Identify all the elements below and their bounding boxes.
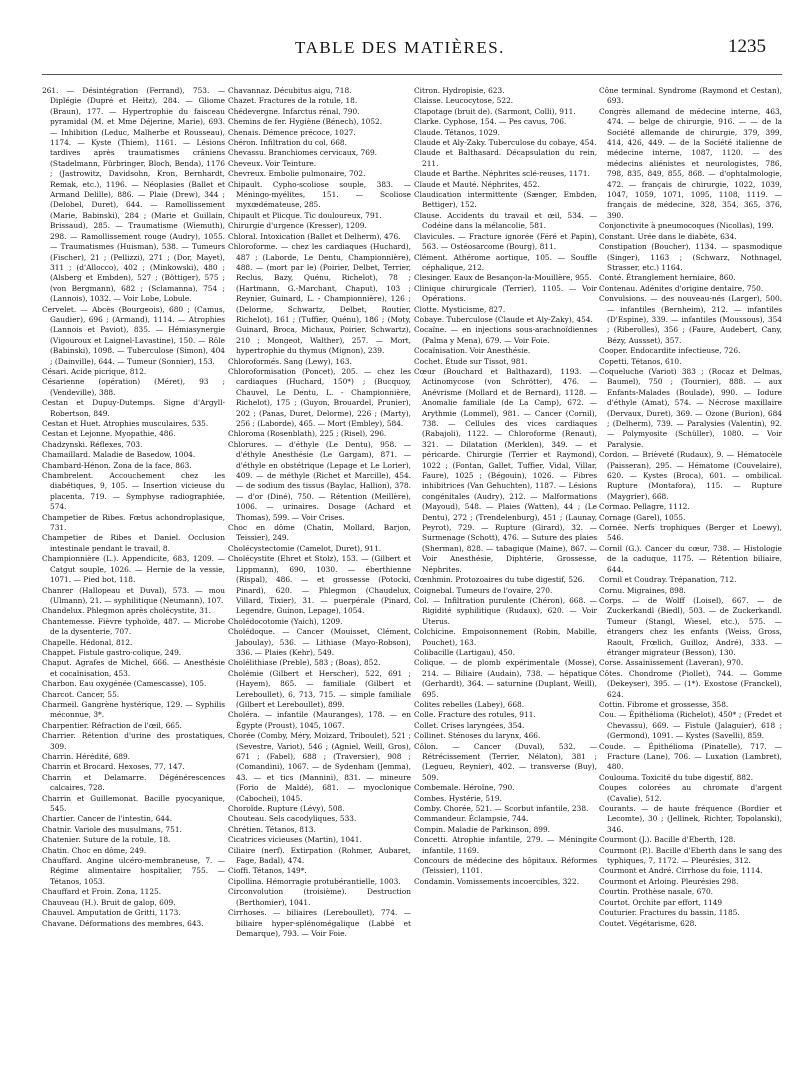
index-entry: Cioffi. Tétanos, 149*. bbox=[228, 866, 307, 876]
index-entry: Congrès allemand de médecine interne, 463, 474. — belge de chirurgie, 916. — — de la Société allemande de chirurgie, 379, 399, 414, 426, 449. — de la Société italienne de médecine interne, 1087, 1120. — des médecins aliénistes et neurologistes, 786, 798, 835, 849, 855, 868. — d'ophtalmologie, 472. — français de chirurgie, 1022, 1039, 1047, 1059, 1071, 1095, 1108, 1119. — français de médecine, 328, 354, 365, 376, 390. bbox=[599, 106, 782, 220]
index-entry: Collinet. Sténoses du larynx, 466. bbox=[414, 731, 541, 741]
index-entry: Concetti. Atrophie infantile, 279. — Méningite infantile, 1169. bbox=[414, 835, 597, 855]
index-entry: Chouteau. Sels cacodyliques, 533. bbox=[228, 814, 357, 824]
index-entry: Cervelet. — Abcès (Bourgeois), 680 ; (Camus, Gaudier), 696 ; (Armand), 1114. — Atrophies (Lannois et Paviot), 835. — Hémiasynergie (Vigouroux et Laignel-Lavastine), 150. — Rôle (Babinski), 1098. — Tuberculose (Simon), 404 ; (Dainville), 644. — Tumeur (Sonnier), 153. bbox=[42, 304, 225, 366]
index-entry: Charrin. Hérédité, 689. bbox=[42, 752, 131, 761]
index-entry: Cholécystectomie (Camelot, Duret), 911. bbox=[228, 543, 382, 553]
index-entry: Couturier. Fractures du bassin, 1185. bbox=[599, 908, 740, 918]
index-entry: Claisse. Leucocytose, 522. bbox=[414, 96, 514, 106]
index-entry: Côlon. — Cancer (Duval), 532. — Rétrécissement (Terrier, Nélaton), 381 ; (Legueu, Reynier), 402. — transverse (Buy), 509. bbox=[414, 741, 597, 782]
index-entry: Chartier. Cancer de l'intestin, 644. bbox=[42, 814, 173, 824]
index-entry: Colites rebelles (Labey), 668. bbox=[414, 699, 525, 709]
index-entry: Cormao. Pellagre, 1112. bbox=[599, 502, 690, 512]
index-entry: Chadzynski. Réflexes, 703. bbox=[42, 439, 143, 449]
index-entry: Commandeur. Éclampsie, 744. bbox=[414, 814, 529, 824]
index-entry: 261. — Désintégration (Ferrand), 753. — Diplégie (Dupré et Heitz), 284. — Gliome (Braun), 177. — Hypertrophie du faisceau pyramidal (M. et Mme Déjerine, Marie), 693. — Inhibition (Leduc, Malherbe et Rousseau), 1174. — Kyste (Thiem), 1161. — Lésions tardives après traumatismes crâniens (Stadelmann, Fürbringer, Bloch, Benda), 1176 ; (Jastrowitz, Davidsohn, Kron, Bernhardt, Remak, etc.), 1196. — Néoplasies (Ballet et Armand Delille), 886. — Plaie (Drew), 344 ; (Delobel, Duret), 644. — Ramollissement (Marie, Babinski), 284 ; (Marie et Guillain, Brissaud), 285. — Traumatisme (Wiemuth), 298. — Ramollissement rouge (Audry), 1055. — Traumatismes (Huisman), 538. — Tumeurs (Fischer), 21 ; (Pellizzi), 271 ; (Dor, Mayet), 311 ; (d'Allocco), 402 ; (Minkowski), 480 ; (Alsberg et Embden), 527 ; (Böttiger), 575 ; (von Bergmann), 682 ; (Sclamanna), 754 ; (Lannois), 1032. — Voir Lobe, Lobule. bbox=[42, 86, 225, 304]
index-entry: Chantemesse. Fièvre typhoïde, 487. — Microbe de la dysenterie, 707. bbox=[42, 616, 225, 637]
index-entry: Cobaye. Tuberculose (Claude et Aly-Zaky), 454. bbox=[414, 314, 593, 324]
index-entry: Cornu. Migraines, 898. bbox=[599, 585, 686, 595]
index-entry: Col. — Infiltration purulente (Chéron), 668. — Rigidité syphilitique (Rudaux), 620. — Voir Uterus. bbox=[414, 595, 597, 626]
index-entry: Côtes. Chondrome (Piollet), 744. — Gomme (Dekeyser), 395. — (1*). Exostose (Franckel), 624. bbox=[599, 668, 782, 699]
index-entry: Copetti. Tétanos, 610. bbox=[599, 356, 682, 366]
index-entry: Charrier. Rétention d'urine des prostatiques, 309. bbox=[42, 731, 225, 751]
index-entry: Courmont (P.). Bacille d'Eberth dans le sang des typhiques, 7, 1172. — Pleurésies, 312. bbox=[599, 845, 782, 866]
index-entry: Cocaïnisation. Voir Anesthésie. bbox=[414, 346, 531, 356]
index-entry: Cestan et Huet. Atrophies musculaires, 535. bbox=[42, 419, 209, 428]
index-entry: Courants. — de haute fréquence (Bordier et Lecomte), 30 ; (Jellinek, Richter, Topolanski), 346. bbox=[599, 804, 782, 834]
index-entry: Corps. — de Wolff (Loisel), 667. — de Zuckerkandl (Biedl), 503. — de Zuckerkandl. Tumeur (Stangl, Wiesel, etc.), 575. — étrangers chez les enfants (Weiss, Gross, Raoult, Frœlich, Guilloz, André), 333. — étranger migrateur (Besson), 130. bbox=[599, 595, 782, 657]
index-entry: Cicatrices vicieuses (Martin), 1041. bbox=[228, 835, 362, 845]
index-entry: Chatin. Choc en dôme, 249. bbox=[42, 845, 147, 855]
index-entry: Claude et Barthe. Néphrites sclé-reuses, 1171. bbox=[414, 169, 590, 179]
index-entry: Chrétien. Tétanos, 813. bbox=[228, 824, 316, 834]
index-entry: Colle. Fracture des rotules, 911. bbox=[414, 710, 536, 720]
index-entry: Comby. Chorée, 521. — Scorbut infantile, 238. bbox=[414, 804, 589, 814]
index-entry: Chenais. Démence précoce, 1027. bbox=[228, 127, 356, 137]
index-entry: Cholédoque. — Cancer (Mouisset, Clément, Jaboulay), 536. — Lithiase (Mayo-Robson), 336. — Plaies (Kehr), 549. bbox=[228, 627, 411, 657]
index-entry: Clinique chirurgicale (Terrier), 1105. — Voir Opérations. bbox=[414, 283, 597, 304]
index-entry: Chirurgie d'urgence (Kresser), 1209. bbox=[228, 221, 367, 231]
index-entry: Chevassu. Branchiomes cervicaux, 769. bbox=[228, 148, 377, 158]
index-entry: Colibacille (Lartigau), 450. bbox=[414, 647, 515, 657]
index-column-1 bbox=[42, 86, 225, 1070]
index-entry: Claudication intermittente (Sænger, Embden, Bettiger), 152. bbox=[414, 190, 597, 210]
index-entry: Conté. Étranglement herniaire, 860. bbox=[599, 273, 736, 283]
index-entry: Clesinger. Eaux de Besançon-la-Mouillère, 955. bbox=[414, 273, 592, 283]
index-entry: Constant. Urée dans le diabète, 634. bbox=[599, 231, 737, 241]
index-entry: Compin. Maladie de Parkinson, 899. bbox=[414, 824, 551, 834]
index-entry: Chatnir. Variole des musulmans, 751. bbox=[42, 824, 182, 834]
index-entry: Chauffard. Angine ulcéro-membraneuse, 7. — Régime alimentaire hospitalier, 755. — Tétanos, 1053. bbox=[42, 856, 225, 886]
page-number: 1235 bbox=[728, 36, 766, 57]
page-header bbox=[0, 36, 800, 66]
index-entry: Corse. Assainissement (Laveran), 970. bbox=[599, 658, 744, 668]
index-column-4 bbox=[599, 86, 782, 1070]
index-entry: Courtin. Prothèse nasale, 670. bbox=[599, 887, 714, 897]
index-entry: Chambrelent. Accouchement chez les diabétiques, 9, 105. — Insertion vicieuse du placenta, 719. — Symphyse radiographiée, 574. bbox=[42, 471, 225, 512]
index-entry: Cône terminal. Syndrome (Raymond et Cestan), 693. bbox=[599, 86, 782, 106]
index-entry: Champetier de Ribes. Fœtus achondroplasique, 731. bbox=[42, 512, 225, 533]
index-entry: Coude. — Épithélioma (Pinatelle), 717. — Fracture (Lane), 706. — Luxation (Lambret), 480. bbox=[599, 741, 782, 772]
index-entry: Condamin. Vomissements incoercibles, 322. bbox=[414, 876, 580, 886]
index-entry: Cholédocotomie (Yaich), 1209. bbox=[228, 616, 343, 626]
index-entry: Choléra. — infantile (Mauranges), 178. — en Égypte (Proust), 1045, 1067. bbox=[228, 710, 411, 730]
index-entry: Cœnhmin. Protozoaires du tube digestif, 526. bbox=[414, 575, 585, 585]
index-entry: Clément. Athérome aortique, 105. — Souffle céphalique, 212. bbox=[414, 252, 597, 272]
index-entry: Choc en dôme (Chatin, Mollard, Barjon, Teissier), 249. bbox=[228, 523, 411, 543]
index-entry: Cestan et Lejonne. Myopathie, 486. bbox=[42, 429, 176, 439]
index-entry: Chloroformés. Sang (Lewy), 163. bbox=[228, 356, 352, 366]
index-entry: Chazet. Fractures de la rotule, 18. bbox=[228, 96, 358, 106]
index-entry: Clarke. Cyphose, 154. — Pes cavus, 706. bbox=[414, 117, 567, 127]
index-entry: Chauveau (H.). Bruit de galop, 609. bbox=[42, 897, 176, 907]
index-entry: Cholémie (Gilbert et Herscher), 522, 691 ; (Hayem), 865. — familiale (Gilbert et Lereboullet), 6, 713, 715. — simple familiale (Gilbert et Lereboullet), 899. bbox=[228, 668, 411, 709]
index-entry: Coulouma. Toxicité du tube digestif, 882. bbox=[599, 772, 754, 782]
index-entry: Cocaïne. — en injections sous-arachnoïdiennes (Palma y Mena), 679. — Voir Foie. bbox=[414, 325, 597, 345]
index-entry: Constipation (Boucher), 1134. — spasmodique (Singer), 1163 ; (Schwarz, Nothnagel, Strasser, etc.) 1164. bbox=[599, 242, 782, 272]
index-entry: Charmeil. Gangrène hystérique, 129. — Syphilis méconnue, 3*. bbox=[42, 699, 225, 720]
index-entry: Chavannaz. Décubitus aigu, 718. bbox=[228, 86, 352, 95]
index-entry: Coignebal. Tumeurs de l'ovaire, 270. bbox=[414, 585, 553, 595]
index-entry: Chlorures. — d'éthyle (Le Dentu), 958. — d'éthyle Anesthésie (Le Gargam), 871. — d'éthyle en obstétrique (Lepage et Le Lorier), 409. — de méthyle (Richet et Marcille), 454. — de sodium des tissus (Baylac, Hallion), 378. — d'or (Diné), 750. — Rétention (Meillère), 1006. — urinaires. Dosage (Achard et Thomas), 599. — Voir Crises. bbox=[228, 439, 411, 522]
index-entry: Clapotage (bruit de). (Sarmont, Colli), 911. bbox=[414, 106, 576, 116]
index-entry: Chanrer (Hallopeau et Duval), 573. — mou (Ulmann), 21. — syphilitique (Neumann), 107. bbox=[42, 585, 225, 605]
index-entry: Cipollina. Hémorragie protubérantielle, 1003. bbox=[228, 876, 401, 886]
index-entry: Charcot. Cancer, 55. bbox=[42, 689, 120, 699]
index-entry: Courmont et Arloing. Pleurésies 298. bbox=[599, 876, 739, 886]
index-entry: Cholécystite (Ehret et Stolz), 153. — (Gilbert et Lippmann), 690, 1030. — éberthienne (Rispal), 486. — et grossesse (Potocki, Pinard), 620. — Phlegmon (Chaudelux, Villard, Tixier), 31. — puerpérale (Pinard, Legendre, Guinon, Lepage), 1054. bbox=[228, 554, 411, 616]
index-entry: Chéron. Infiltration du col, 668. bbox=[228, 138, 347, 148]
index-entry: Cornée. Nerfs trophiques (Berger et Loewy), 546. bbox=[599, 523, 782, 543]
index-entry: Colchicine. Empoisonnement (Robin, Mabille, Pouchet), 163. bbox=[414, 627, 597, 647]
header-divider bbox=[42, 74, 782, 75]
index-entry: Convulsions. — des nouveau-nés (Larger), 500. — infantiles (Bernheim), 212. — infantiles (D'Espine), 339. — infantiles (Moussous), 354 ; (Riberolles), 356 ; (Faure, Audebert, Cany, Bézy, Aussset), 357. bbox=[599, 294, 782, 345]
index-entry: Cœur (Bouchard et Balthazard), 1193. — Actinomycose (von Schrötter), 476. — Anévrisme (Mollard et de Bernard), 1128. — Anomalie familiale (de La Camp), 672. — Arythmie (Lommel), 981. — Cancer (Cornil), 738. — Cellules des vices cardiaques (Rabajoli), 1122. — Chloroforme (Renaut), 321. — Dilatation (Merklen), 349. — et péricarde. Chirurgie (Terrier et Raymond), 1022 ; (Fontan, Gallet, Tuffier, Vidal, Villar, Faure), 1025 ; (Bégouin), 1026. — Fibres inhibitrices (Van Gehuchten), 1187. — Lésions congénitales (Audry), 212. — Malformations (Mayoud), 548. — Plaies (Watten), 44 ; (Le Dentu), 272 ; (Trendelenburg), 451 ; (Launay, Peyrot), 729. — Rupture (Girard), 32. — Surmenage (Schott), 476. — Suture des plaies (Sherman), 828. — tabagique (Maine), 867. — Voir Anesthésie, Diphtérie, Grossesse, Néphrites. bbox=[414, 366, 597, 574]
index-entry: Circonvolution (troisième). Destruction (Berthomier), 1041. bbox=[228, 887, 411, 907]
index-entry: Charrin et Guillemonat. Bacille pyocyanique, 545. bbox=[42, 793, 225, 814]
index-entry: Championnière (L.). Appendicite, 683, 1209. — Catgut souple, 1026. — Hernie de la vessie, 1071. — Pied bot, 118. bbox=[42, 554, 225, 585]
index-entry: Ciliaire (nerf). Extirpation (Rohmer, Aubaret, Fage, Badal), 474. bbox=[228, 845, 411, 866]
index-entry: Colique. — de plomb expérimentale (Mosse), 214. — Biliaire (Audain), 738. — hépatique (Gerhardt), 364. — saturnine (Duplant, Weill), 695. bbox=[414, 658, 597, 699]
index-entry: Chappet. Fistule gastro-colique, 249. bbox=[42, 647, 182, 657]
index-entry: Charrin et Delamarre. Dégénérescences calcaires, 728. bbox=[42, 772, 225, 793]
index-entry: Courmont et André. Cirrhose du foie, 1114. bbox=[599, 866, 763, 876]
index-entry: Chambard-Hénon. Zona de la face, 863. bbox=[42, 460, 192, 470]
index-entry: Chorée (Comby, Méry, Moizard, Triboulet), 521 ; (Sevestre, Variot), 546 ; (Agniel, Weill, Gros), 671 ; (Fabel), 688 ; (Traversier), 908 ; (Comandini), 1067. — de Sydenham (Jemma), 43. — et tics (Mannini), 831. — mineure (Forio de Maldé), 681. — myoclonique (Cabochei), 1045. bbox=[228, 731, 411, 803]
index-column-2 bbox=[228, 86, 411, 1070]
index-entry: Chloral. Intoxication (Ballet et Delherm), 476. bbox=[228, 231, 401, 241]
index-column-3 bbox=[414, 86, 597, 1070]
index-entry: Charpentier. Réfraction de l'œil, 665. bbox=[42, 720, 183, 730]
index-entry: Claude et Mauté. Néphrites, 452. bbox=[414, 179, 540, 189]
index-entry: Cooper. Endocardite infectieuse, 726. bbox=[599, 346, 741, 356]
index-entry: Citron. Hydropisie, 623. bbox=[414, 86, 505, 95]
page-title: TABLE DES MATIÈRES. bbox=[295, 38, 505, 57]
index-entry: Courmont (J.). Bacille d'Eberth, 128. bbox=[599, 835, 736, 845]
index-entry: Cholélithiase (Preble), 583 ; (Boas), 852. bbox=[228, 658, 381, 668]
index-entry: Chavane. Déformations des membres, 643. bbox=[42, 918, 204, 928]
index-entry: Combes. Hystérie, 519. bbox=[414, 793, 502, 803]
index-entry: Claude. Tétanos, 1029. bbox=[414, 127, 500, 137]
index-entry: Cestan et Dupuy-Dutemps. Signe d'Argyll-Robertson, 849. bbox=[42, 398, 225, 418]
index-entry: Coutet. Végétarisme, 628. bbox=[599, 918, 697, 928]
index-entry: Cornil (G.). Cancer du cœur, 738. — Histologie de la caduque, 1175. — Rétention biliaire, 644. bbox=[599, 543, 782, 574]
index-entry: Chandelux. Phlegmon après cholécystite, 31. bbox=[42, 606, 211, 616]
index-entry: Chipault et Plicque. Tic douloureux, 791. bbox=[228, 210, 382, 220]
index-entry: Césarienne (opération) (Méret), 93 ; (Vendeville), 388. bbox=[42, 377, 225, 397]
index-entry: Chemins de fer. Hygiène (Bénech), 1052. bbox=[228, 117, 383, 127]
index-entry: Cheveux. Voir Teinture. bbox=[228, 158, 317, 168]
index-entry: Chamaillard. Maladie de Basedow, 1004. bbox=[42, 450, 196, 460]
index-entry: Cornage (Garel), 1055. bbox=[599, 512, 686, 522]
index-entry: Conjonctivite à pneumocoques (Nicollas), 199. bbox=[599, 221, 774, 231]
index-entry: Cou. — Épithélioma (Richelot), 450* ; (Fredet et Chevassu), 669. — Fistule (Jalaguier), 618 ; (Germond), 1091. — Kystes (Savelli), 859. bbox=[599, 710, 782, 741]
index-entry: Cirrhoses. — biliaires (Lereboullet), 774. — biliaire hyper-splénomégalique (Labbé et Demarque), 793. — Voir Foie. bbox=[228, 908, 411, 938]
index-entry: Clotte. Mysticisme, 827. bbox=[414, 304, 506, 314]
index-entry: Chauffard et Froin. Zona, 1125. bbox=[42, 887, 162, 897]
index-entry: Charrin et Brocard. Hexoses, 77, 147. bbox=[42, 762, 185, 772]
index-entry: Champetier de Ribes et Daniel. Occlusion intestinale pendant le travail, 8. bbox=[42, 533, 225, 553]
index-entry: Concours de médecine des hôpitaux. Réformes (Teissier), 1101. bbox=[414, 856, 597, 876]
index-entry: Claude et Balthasard. Décapsulation du rein, 211. bbox=[414, 148, 597, 168]
index-entry: Collet. Crises laryngées, 354. bbox=[414, 720, 525, 730]
index-entry: Combemale. Héroïne, 790. bbox=[414, 783, 515, 793]
index-entry: Chloroma (Rosenblath), 225 ; (Risel), 296. bbox=[228, 429, 387, 439]
index-entry: Cochet. Étude sur Tissot, 981. bbox=[414, 356, 528, 366]
index-entry: Chapelle. Hédonal, 812. bbox=[42, 637, 133, 647]
index-entry: Chaput. Agrafes de Michel, 666. — Anesthésie et cocaïnisation, 453. bbox=[42, 658, 225, 678]
index-entry: Cottin. Fibrome et grossesse, 358. bbox=[599, 699, 729, 709]
index-entry: Coupes colorées au chromate d'argent (Cavalie), 512. bbox=[599, 783, 782, 803]
index-entry: Charbon. Eau oxygénée (Camescasse), 105. bbox=[42, 679, 207, 689]
index-entry: Courtot. Orchite par effort, 1149 bbox=[599, 897, 723, 907]
index-entry: Clause. Accidents du travail et œil, 534. — Codéine dans la mélancolie, 581. bbox=[414, 210, 597, 231]
index-entry: Chevreux. Embolie pulmonaire, 702. bbox=[228, 169, 366, 179]
index-entry: Chloroforme. — chez les cardiaques (Huchard), 487 ; (Laborde, Le Dentu, Championnière), 488. — (mort par le) (Poirier, Delbet, Terrier, Reclus, Bazy, Quénu, Richelot), 78 ; (Hartmann, G.-Marchant, Chaput), 103 ; Reynier, Guinard, L. - Championnière), 126 ; (Delorme, Schwartz, Delbet, Routier, Richelot), 161 ; (Tuffier, Quénu), 186 ; (Moty, Guinard, Broca, Michaux, Poirier, Schwartz), 210 ; Mongeot, Walther), 257. — Mort, hypertrophie du thymus (Mignon), 239. bbox=[228, 242, 411, 356]
index-entry: Claude et Aly-Zaky. Tuberculose du cobaye, 454. bbox=[414, 138, 597, 148]
index-entry: Contenau. Adénites d'origine dentaire, 750. bbox=[599, 283, 764, 293]
index-entry: Choroïde. Rupture (Lévy), 508. bbox=[228, 804, 345, 814]
index-entry: Chatenier. Suture de la rotule, 18. bbox=[42, 835, 171, 845]
index-entry: Clavicules. — Fracture ignorée (Féré et Papin), 563. — Ostéosarcome (Bourg), 811. bbox=[414, 231, 597, 252]
index-entry: Coqueluche (Variot) 383 ; (Rocaz et Delmas, Baumel), 750 ; (Tournier), 888. — aux Enfants-Malades (Boulade), 990. — Iodure d'éthyle (Amat), 574. — Nécrose maxillaire (Dervaux, Duret), 369. — Ozone (Burion), 684 ; (Delherm), 739. — Paralysies (Valentin), 92. — Polymyosite (Schüller), 1080. — Voir Paralysie. bbox=[599, 366, 782, 449]
index-entry: Chipault. Cypho-scoliose souple, 383. — Méningo-myélites, 151. — Scoliose myxœdémateuse, 285. bbox=[228, 179, 411, 210]
index-entry: Chédevergne. Infarctus rénal, 790. bbox=[228, 106, 360, 116]
index-entry: Cordon. — Brièveté (Rudaux), 9. — Hématocèle (Paisseran), 295. — Hématome (Couvelaire), 620. — Kystes (Broca), 601. — ombilical. Rupture (Montafora), 115. — Rupture (Maygrier), 668. bbox=[599, 450, 782, 501]
index-entry: Chloroformisation (Poncet), 205. — chez les cardiaques (Huchard, 150*) ; (Bucquoy, Chauvel, Le Dentu, L. - Championnière, Richelot), 175 ; (Guyon, Brouardel, Prunier), 202 ; (Panas, Duret, Delorme), 226 ; (Marty), 256 ; (Laborde), 465. — Mort (Embley), 584. bbox=[228, 366, 411, 428]
index-entry: Césari. Acide picrique, 812. bbox=[42, 366, 147, 376]
index-entry: Cornil et Coudray. Trépanation, 712. bbox=[599, 575, 737, 585]
index-entry: Chauvel. Amputation de Gritti, 1173. bbox=[42, 908, 181, 918]
